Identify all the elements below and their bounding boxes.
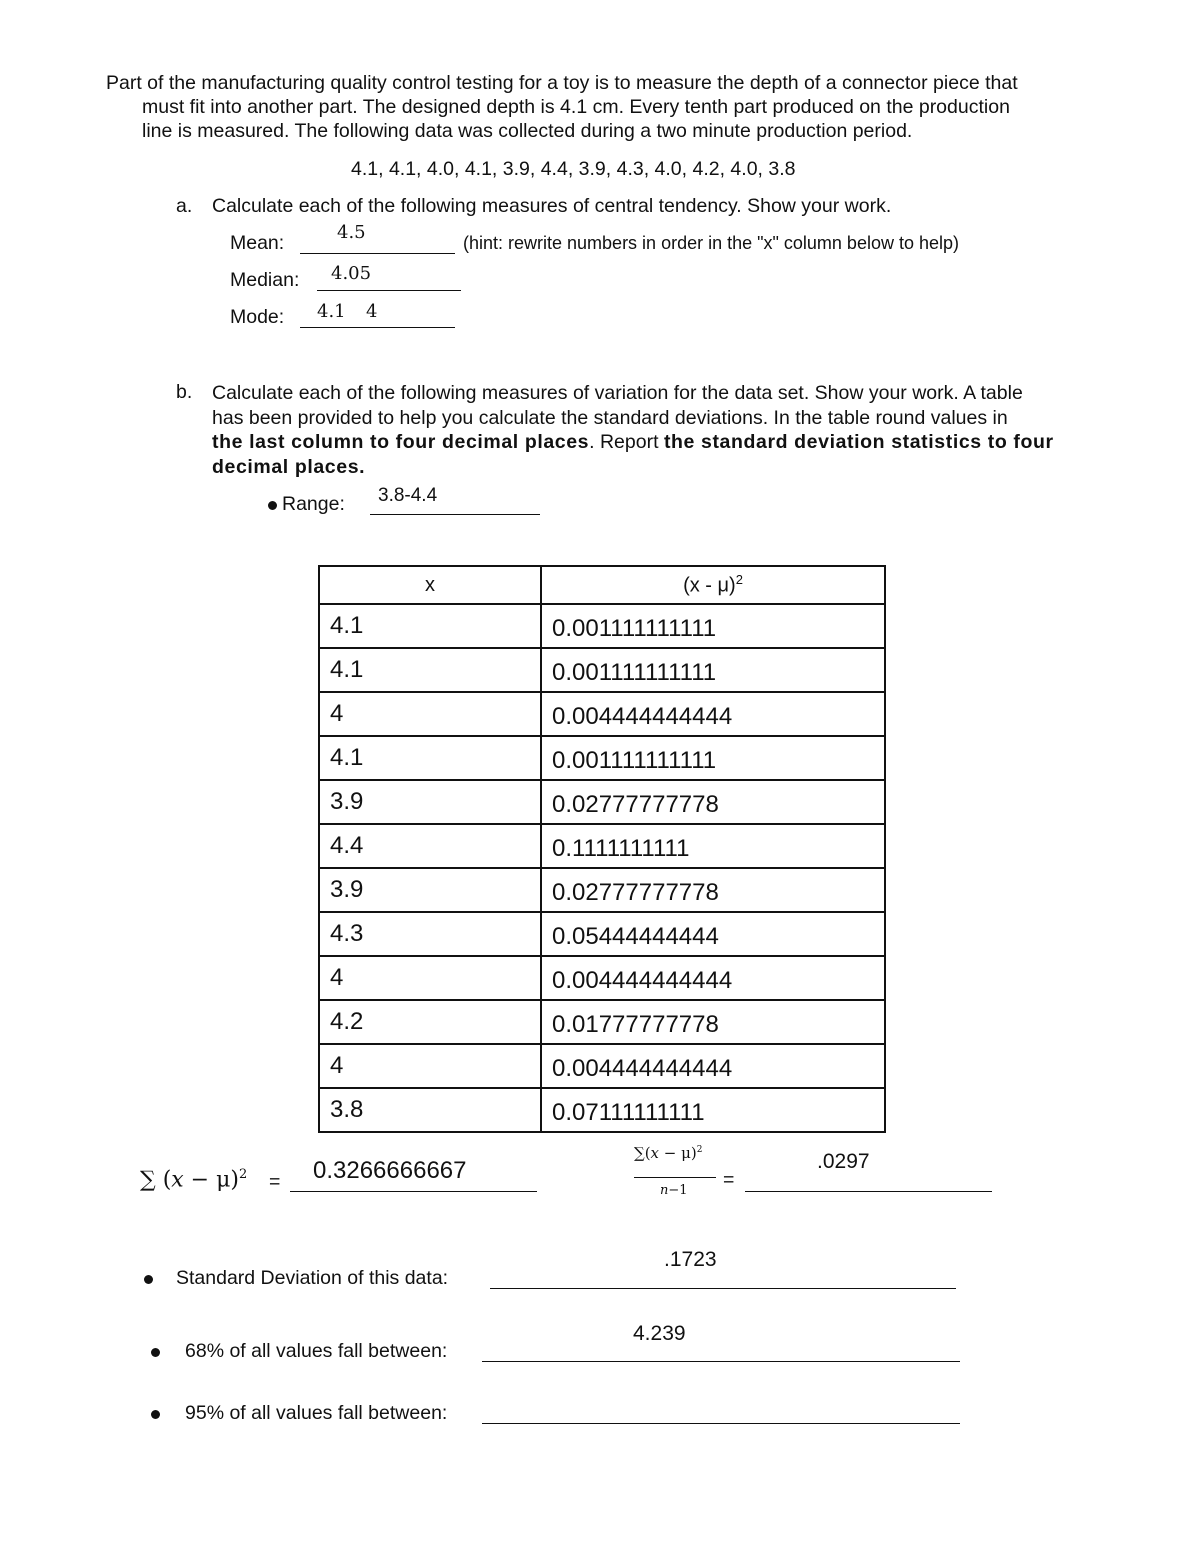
table-row [319, 1088, 885, 1132]
table-row [319, 1000, 885, 1044]
x-value-cell[interactable]: 3.9 [319, 868, 541, 912]
part-b-bold-1: the last column to four decimal places [212, 431, 590, 453]
part-b-normal: . Report [589, 431, 664, 453]
mean-answer: 4.5 [337, 222, 366, 243]
variance-equals: = [723, 1169, 735, 1191]
x-value-cell[interactable]: 4.3 [319, 912, 541, 956]
table-row [319, 692, 885, 736]
table-row [319, 824, 885, 868]
variance-numerator-expression: ∑(𝑥 − μ) [634, 1144, 697, 1162]
squared-deviation-cell[interactable]: 0.02777777778 [541, 780, 885, 824]
p68-bullet [151, 1348, 160, 1357]
table-row [319, 736, 885, 780]
variance-blank[interactable] [745, 1173, 992, 1192]
squared-deviation-cell[interactable]: 0.004444444444 [541, 956, 885, 1000]
squared-deviation-cell[interactable]: 0.07111111111 [541, 1088, 885, 1132]
table-row [319, 1044, 885, 1088]
squared-deviation-cell[interactable]: 0.004444444444 [541, 692, 885, 736]
mean-label: Mean: [230, 232, 285, 254]
mode-answer-2: 4 [366, 301, 378, 322]
x-value-cell[interactable]: 4 [319, 692, 541, 736]
x-value-cell[interactable]: 4.1 [319, 648, 541, 692]
variance-numerator [634, 1144, 702, 1162]
part-b-line-1: Calculate each of the following measures of variation for the data set. Show your work. A table [212, 382, 1023, 404]
table-row [319, 912, 885, 956]
median-answer: 4.05 [331, 263, 372, 284]
sum-answer: 0.3266666667 [313, 1157, 467, 1184]
part-b-marker: b. [176, 381, 193, 403]
sum-equals: = [269, 1171, 281, 1193]
range-label: Range: [282, 493, 345, 515]
intro-line-3: line is measured. The following data was collected during a two minute production period. [142, 120, 913, 142]
sum-of-squares-exponent: 2 [239, 1167, 248, 1182]
x-value-cell[interactable]: 4.1 [319, 736, 541, 780]
header-squared-deviation [541, 566, 885, 604]
x-value-cell[interactable]: 4.1 [319, 604, 541, 648]
p95-label: 95% of all values fall between: [185, 1402, 448, 1424]
sd-label: Standard Deviation of this data: [176, 1267, 449, 1289]
mean-blank[interactable] [300, 235, 455, 254]
header-squared-deviation-label: (x - μ) [683, 574, 736, 597]
part-b-text [212, 381, 1054, 479]
table-row [319, 648, 885, 692]
variance-numerator-exponent: 2 [696, 1145, 703, 1155]
sd-answer: .1723 [664, 1248, 717, 1271]
part-a-prompt: Calculate each of the following measures of central tendency. Show your work. [212, 195, 892, 217]
sd-blank[interactable] [490, 1270, 956, 1289]
squared-deviation-cell[interactable]: 0.001111111111 [541, 648, 885, 692]
part-b-line-3 [212, 430, 1054, 455]
header-exponent: 2 [735, 572, 743, 588]
p95-bullet [151, 1410, 160, 1419]
deviation-table [318, 565, 886, 1133]
p95-blank[interactable] [482, 1405, 960, 1424]
part-a-marker: a. [176, 195, 193, 217]
squared-deviation-cell[interactable]: 0.004444444444 [541, 1044, 885, 1088]
x-value-cell[interactable]: 4 [319, 956, 541, 1000]
squared-deviation-cell[interactable]: 0.001111111111 [541, 736, 885, 780]
mode-label: Mode: [230, 306, 285, 328]
range-bullet [268, 501, 277, 510]
x-value-cell[interactable]: 3.8 [319, 1088, 541, 1132]
squared-deviation-cell[interactable]: 0.001111111111 [541, 604, 885, 648]
variance-answer: .0297 [817, 1150, 870, 1173]
sum-of-squares-label [140, 1167, 247, 1192]
table-row [319, 604, 885, 648]
mode-answer-1: 4.1 [317, 301, 346, 322]
fraction-bar [634, 1177, 716, 1178]
part-b-bold-3: decimal places. [212, 455, 366, 478]
sum-of-squares-expression: ∑ (𝑥 − μ) [140, 1167, 239, 1193]
data-values: 4.1, 4.1, 4.0, 4.1, 3.9, 4.4, 3.9, 4.3, 4.0, 4.2, 4.0, 3.8 [351, 158, 796, 180]
variance-denominator: 𝑛−1 [660, 1183, 688, 1198]
squared-deviation-cell[interactable]: 0.1111111111 [541, 824, 885, 868]
mean-hint: (hint: rewrite numbers in order in the "x" column below to help) [463, 233, 960, 253]
table-row [319, 780, 885, 824]
p68-label: 68% of all values fall between: [185, 1340, 448, 1362]
table-row [319, 868, 885, 912]
p68-blank[interactable] [482, 1343, 960, 1362]
intro-line-1: Part of the manufacturing quality control testing for a toy is to measure the depth of a connector piece that [106, 72, 1018, 94]
x-value-cell[interactable]: 4 [319, 1044, 541, 1088]
range-answer: 3.8-4.4 [378, 485, 438, 506]
part-b-bold-2: the standard deviation statistics to four [663, 431, 1054, 453]
squared-deviation-cell[interactable]: 0.02777777778 [541, 868, 885, 912]
sd-bullet [144, 1275, 153, 1284]
part-b-line-2: has been provided to help you calculate the standard deviations. In the table round values in [212, 406, 1008, 429]
intro-paragraph [106, 71, 1136, 143]
squared-deviation-cell[interactable]: 0.01777777778 [541, 1000, 885, 1044]
intro-line-2: must fit into another part. The designed depth is 4.1 cm. Every tenth part produced on the production [142, 96, 1010, 118]
x-value-cell[interactable]: 4.2 [319, 1000, 541, 1044]
median-label: Median: [230, 269, 300, 291]
table-header-row [319, 566, 885, 604]
x-value-cell[interactable]: 3.9 [319, 780, 541, 824]
x-value-cell[interactable]: 4.4 [319, 824, 541, 868]
table-row [319, 956, 885, 1000]
p68-answer: 4.239 [633, 1322, 686, 1345]
header-x: x [319, 566, 541, 604]
squared-deviation-cell[interactable]: 0.05444444444 [541, 912, 885, 956]
